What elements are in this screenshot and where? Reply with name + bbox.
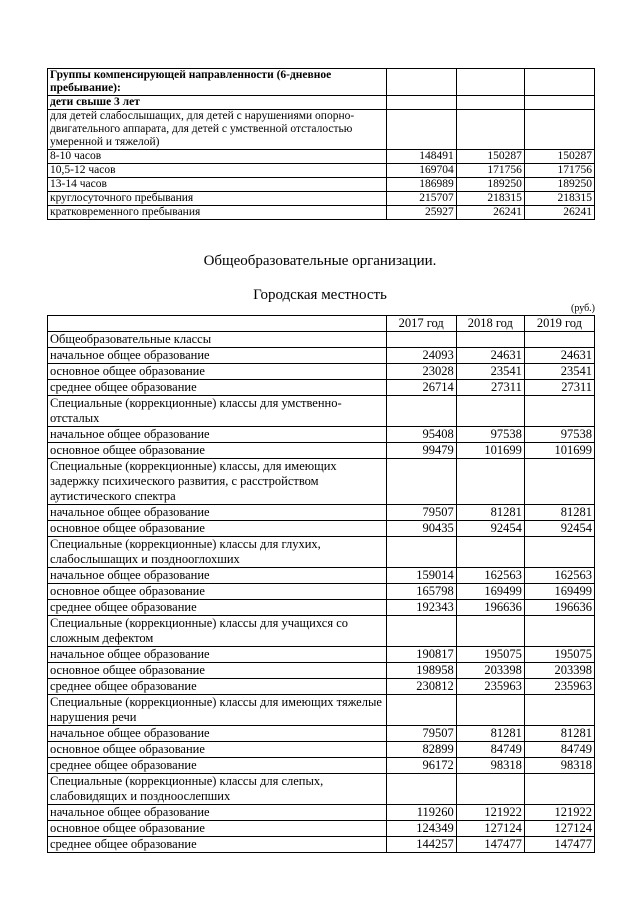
value-cell	[386, 396, 456, 427]
value-cell: 96172	[386, 758, 456, 774]
value-cell	[386, 96, 456, 110]
row-label: среднее общее образование	[48, 600, 387, 616]
value-cell: 150287	[456, 150, 524, 164]
table-row	[48, 679, 595, 695]
table-row	[48, 164, 595, 178]
value-cell: 121922	[524, 805, 594, 821]
value-cell	[524, 459, 594, 505]
value-cell: 98318	[524, 758, 594, 774]
row-label: начальное общее образование	[48, 505, 387, 521]
value-cell: 169499	[456, 584, 524, 600]
value-cell	[386, 616, 456, 647]
value-cell: 90435	[386, 521, 456, 537]
table-row	[48, 380, 595, 396]
value-cell	[524, 537, 594, 568]
value-cell: 230812	[386, 679, 456, 695]
section-row	[48, 396, 595, 427]
row-label: дети свыше 3 лет	[48, 96, 387, 110]
value-cell: 81281	[524, 726, 594, 742]
value-cell: 159014	[386, 568, 456, 584]
value-cell	[524, 616, 594, 647]
section-row	[48, 537, 595, 568]
row-label: начальное общее образование	[48, 726, 387, 742]
value-cell: 23541	[456, 364, 524, 380]
value-cell: 24631	[456, 348, 524, 364]
value-cell: 215707	[386, 192, 456, 206]
value-cell: 119260	[386, 805, 456, 821]
value-cell: 171756	[524, 164, 594, 178]
value-cell: 82899	[386, 742, 456, 758]
table-row	[48, 837, 595, 853]
value-cell: 92454	[456, 521, 524, 537]
value-cell: 165798	[386, 584, 456, 600]
value-cell: 195075	[456, 647, 524, 663]
table-row	[48, 521, 595, 537]
row-label: среднее общее образование	[48, 380, 387, 396]
table-row	[48, 364, 595, 380]
value-cell	[524, 332, 594, 348]
table-row	[48, 805, 595, 821]
row-label: основное общее образование	[48, 742, 387, 758]
column-header-2017: 2017 год	[386, 316, 456, 332]
row-label: основное общее образование	[48, 443, 387, 459]
value-cell: 147477	[524, 837, 594, 853]
row-label: начальное общее образование	[48, 348, 387, 364]
section-row	[48, 110, 595, 150]
value-cell: 26241	[456, 206, 524, 220]
value-cell: 189250	[456, 178, 524, 192]
value-cell: 162563	[456, 568, 524, 584]
value-cell	[386, 537, 456, 568]
column-header-label	[48, 316, 387, 332]
table-row	[48, 206, 595, 220]
value-cell	[456, 69, 524, 96]
value-cell	[456, 695, 524, 726]
row-label: начальное общее образование	[48, 568, 387, 584]
table-row	[48, 742, 595, 758]
table-row	[48, 663, 595, 679]
value-cell: 169499	[524, 584, 594, 600]
value-cell	[524, 396, 594, 427]
table-row	[48, 600, 595, 616]
value-cell: 189250	[524, 178, 594, 192]
value-cell: 101699	[524, 443, 594, 459]
value-cell: 24093	[386, 348, 456, 364]
value-cell: 81281	[456, 726, 524, 742]
value-cell: 27311	[524, 380, 594, 396]
row-label: Специальные (коррекционные) классы, для имеющих задержку психического развития, с расстройством аутистического спектра	[48, 459, 387, 505]
value-cell: 84749	[524, 742, 594, 758]
row-label: Специальные (коррекционные) классы для имеющих тяжелые нарушения речи	[48, 695, 387, 726]
value-cell: 162563	[524, 568, 594, 584]
row-label: среднее общее образование	[48, 837, 387, 853]
value-cell	[386, 695, 456, 726]
row-label: основное общее образование	[48, 364, 387, 380]
value-cell: 124349	[386, 821, 456, 837]
section-row	[48, 695, 595, 726]
value-cell: 144257	[386, 837, 456, 853]
value-cell: 79507	[386, 505, 456, 521]
row-label: Группы компенсирующей направленности (6-дневное пребывание):	[48, 69, 387, 96]
value-cell: 169704	[386, 164, 456, 178]
table-header-row	[48, 316, 595, 332]
row-label: начальное общее образование	[48, 427, 387, 443]
row-label: Специальные (коррекционные) классы для учащихся со сложным дефектом	[48, 616, 387, 647]
section-row	[48, 616, 595, 647]
value-cell: 81281	[456, 505, 524, 521]
locality-heading: Городская местность	[253, 287, 387, 303]
row-label: 10,5-12 часов	[48, 164, 387, 178]
table-row	[48, 726, 595, 742]
school-cost-table	[47, 315, 595, 853]
row-label: основное общее образование	[48, 663, 387, 679]
table-row	[48, 821, 595, 837]
value-cell: 79507	[386, 726, 456, 742]
value-cell: 186989	[386, 178, 456, 192]
value-cell: 26714	[386, 380, 456, 396]
value-cell: 235963	[524, 679, 594, 695]
value-cell	[386, 110, 456, 150]
row-label: 8-10 часов	[48, 150, 387, 164]
column-header-2018: 2018 год	[456, 316, 524, 332]
value-cell	[386, 774, 456, 805]
row-label: Специальные (коррекционные) классы для слепых, слабовидящих и поздноослепших	[48, 774, 387, 805]
value-cell: 97538	[456, 427, 524, 443]
row-label: 13-14 часов	[48, 178, 387, 192]
row-label: начальное общее образование	[48, 805, 387, 821]
section-row	[48, 774, 595, 805]
value-cell: 235963	[456, 679, 524, 695]
value-cell: 127124	[456, 821, 524, 837]
preschool-cost-table-body	[48, 69, 595, 220]
school-cost-table-body	[48, 332, 595, 853]
value-cell: 92454	[524, 521, 594, 537]
value-cell	[386, 69, 456, 96]
value-cell: 24631	[524, 348, 594, 364]
row-label: Специальные (коррекционные) классы для глухих, слабослышащих и позднооглохших	[48, 537, 387, 568]
value-cell: 23541	[524, 364, 594, 380]
value-cell	[456, 96, 524, 110]
value-cell: 27311	[456, 380, 524, 396]
section-row	[48, 96, 595, 110]
value-cell	[456, 537, 524, 568]
value-cell	[386, 459, 456, 505]
unit-label: (руб.)	[571, 303, 595, 314]
table-row	[48, 443, 595, 459]
value-cell: 218315	[524, 192, 594, 206]
table-row	[48, 427, 595, 443]
table-row	[48, 178, 595, 192]
value-cell	[524, 774, 594, 805]
value-cell	[524, 110, 594, 150]
table-row	[48, 647, 595, 663]
row-label: среднее общее образование	[48, 758, 387, 774]
section-heading: Общеобразовательные организации.	[203, 253, 437, 269]
value-cell: 190817	[386, 647, 456, 663]
row-label: кратковременного пребывания	[48, 206, 387, 220]
value-cell: 195075	[524, 647, 594, 663]
value-cell	[456, 396, 524, 427]
value-cell: 127124	[524, 821, 594, 837]
row-label: Общеобразовательные классы	[48, 332, 387, 348]
value-cell: 26241	[524, 206, 594, 220]
section-row	[48, 459, 595, 505]
row-label: основное общее образование	[48, 584, 387, 600]
value-cell: 198958	[386, 663, 456, 679]
table-row	[48, 348, 595, 364]
value-cell: 98318	[456, 758, 524, 774]
table-row	[48, 758, 595, 774]
section-row	[48, 69, 595, 96]
value-cell: 81281	[524, 505, 594, 521]
value-cell: 25927	[386, 206, 456, 220]
row-label: начальное общее образование	[48, 647, 387, 663]
value-cell	[456, 332, 524, 348]
section-row	[48, 332, 595, 348]
table-row	[48, 150, 595, 164]
value-cell: 203398	[456, 663, 524, 679]
column-header-2019: 2019 год	[524, 316, 594, 332]
value-cell	[456, 616, 524, 647]
value-cell	[456, 110, 524, 150]
value-cell: 99479	[386, 443, 456, 459]
value-cell: 203398	[524, 663, 594, 679]
table-row	[48, 192, 595, 206]
value-cell: 150287	[524, 150, 594, 164]
row-label: круглосуточного пребывания	[48, 192, 387, 206]
value-cell: 196636	[524, 600, 594, 616]
table-row	[48, 568, 595, 584]
value-cell	[456, 459, 524, 505]
table-row	[48, 505, 595, 521]
value-cell	[524, 69, 594, 96]
value-cell: 84749	[456, 742, 524, 758]
preschool-cost-table	[47, 68, 595, 220]
value-cell	[386, 332, 456, 348]
value-cell: 23028	[386, 364, 456, 380]
row-label: основное общее образование	[48, 521, 387, 537]
value-cell: 218315	[456, 192, 524, 206]
row-label: Специальные (коррекционные) классы для умственно-отсталых	[48, 396, 387, 427]
row-label: основное общее образование	[48, 821, 387, 837]
row-label: среднее общее образование	[48, 679, 387, 695]
value-cell: 101699	[456, 443, 524, 459]
row-label: для детей слабослышащих, для детей с нарушениями опорно-двигательного аппарата, для детей с умственной отсталостью умеренной и тяжелой)	[48, 110, 387, 150]
value-cell: 171756	[456, 164, 524, 178]
value-cell	[524, 96, 594, 110]
value-cell: 192343	[386, 600, 456, 616]
value-cell: 148491	[386, 150, 456, 164]
value-cell: 147477	[456, 837, 524, 853]
value-cell: 196636	[456, 600, 524, 616]
value-cell: 97538	[524, 427, 594, 443]
value-cell: 95408	[386, 427, 456, 443]
value-cell: 121922	[456, 805, 524, 821]
table-row	[48, 584, 595, 600]
value-cell	[524, 695, 594, 726]
value-cell	[456, 774, 524, 805]
